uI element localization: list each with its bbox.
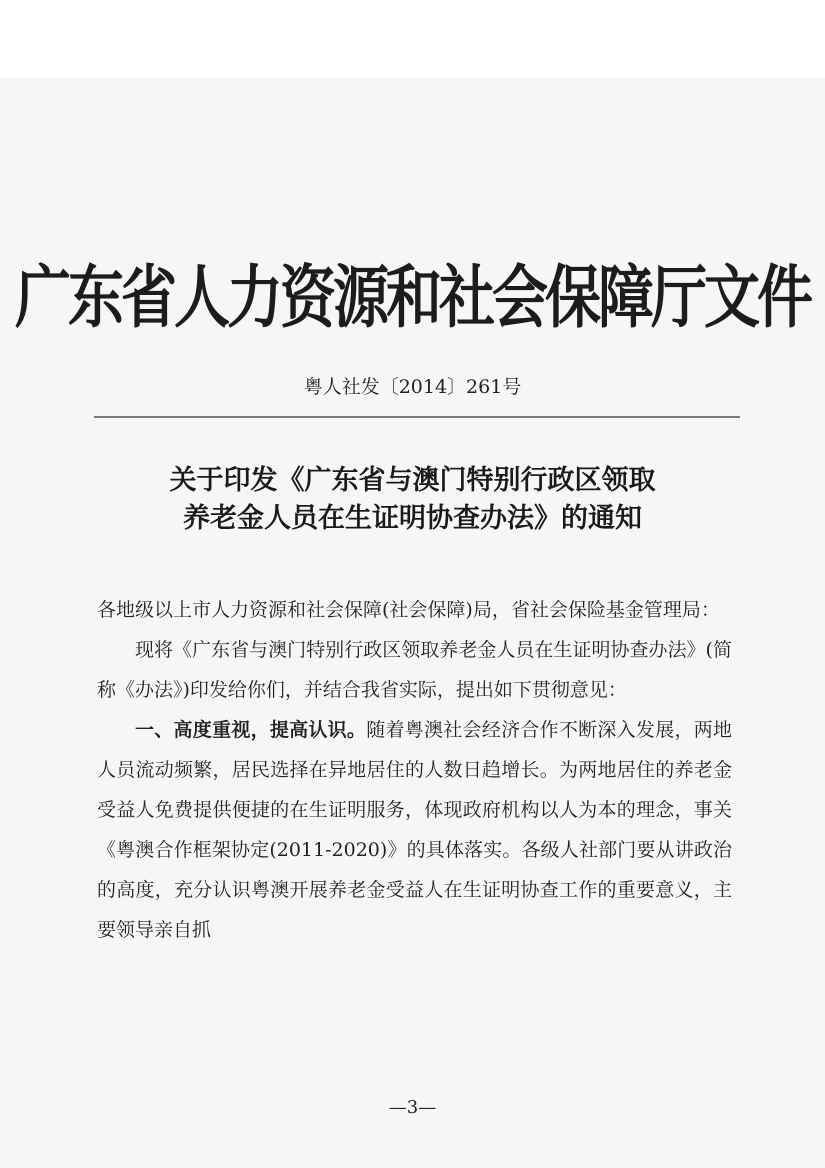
page-number: —3— <box>388 1097 437 1118</box>
top-margin <box>0 0 825 78</box>
section-1-heading: 一、高度重视，提高认识。 <box>135 719 367 741</box>
section-1-text: 随着粤澳社会经济合作不断深入发展，两地人员流动频繁，居民选择在异地居住的人数日趋增长。为两地居住的养老金受益人免费提供便捷的在生证明服务，体现政府机构以人为本的理念，事关《粤澳合作框架协定(2011-2020)》的具体落实。各级人社部门要从讲政治的高度，充分认识粤澳开展养老金受益人在生证明协查工作的重要意义，主要领导亲自抓 <box>97 719 732 941</box>
document-number: 粤人社发〔2014〕261号 <box>303 376 522 398</box>
addressee-paragraph: 各地级以上市人力资源和社会保障(社会保障)局，省社会保险基金管理局： <box>97 599 720 621</box>
document-banner-title: 广东省人力资源和社会保障厅文件 <box>15 258 810 338</box>
notice-title-line-1: 关于印发《广东省与澳门特别行政区领取 <box>169 465 656 496</box>
document-body <box>97 590 732 950</box>
section-1-paragraph <box>97 710 732 950</box>
intro-paragraph: 现将《广东省与澳门特别行政区领取养老金人员在生证明协查办法》(简称《办法》)印发给你们，并结合我省实际，提出如下贯彻意见： <box>97 639 732 701</box>
notice-title <box>0 462 825 538</box>
notice-title-line-2: 养老金人员在生证明协查办法》的通知 <box>183 503 642 534</box>
header-separator-line <box>94 416 740 418</box>
